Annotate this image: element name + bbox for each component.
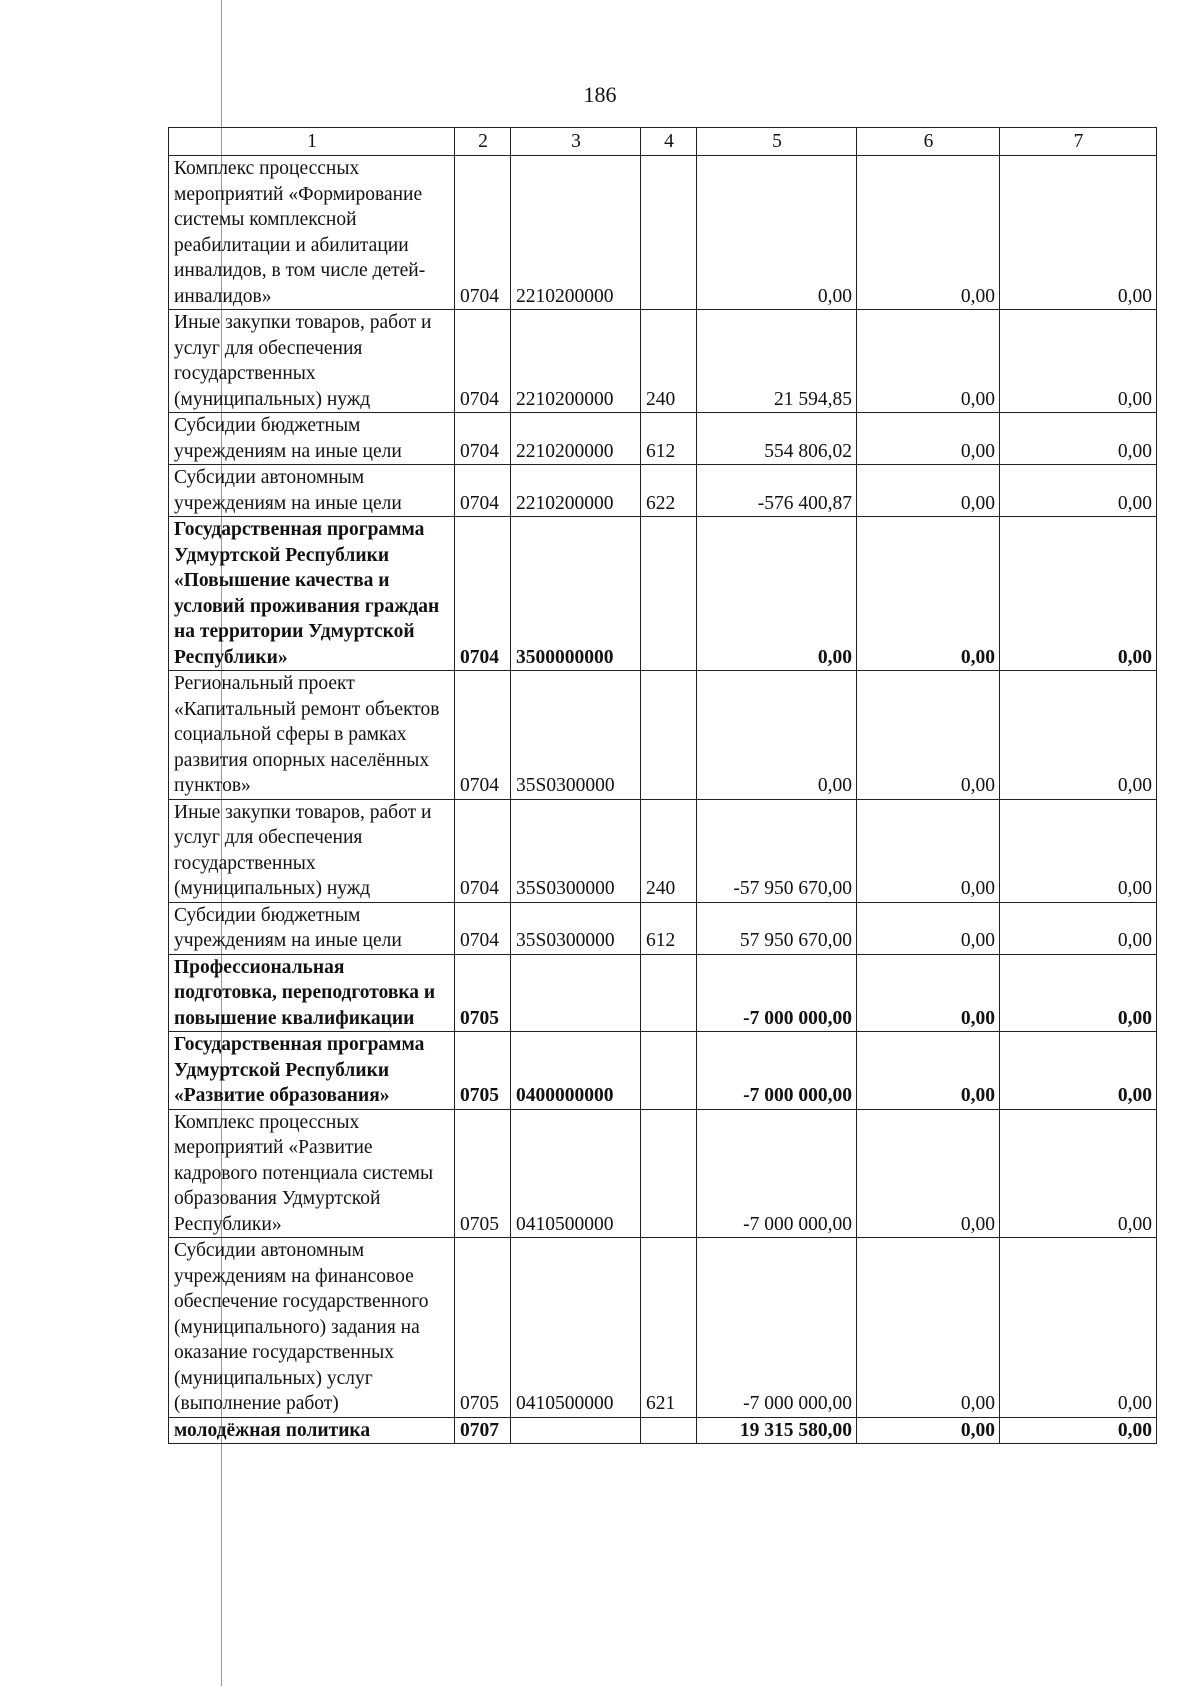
header-cell: 1 [169, 128, 455, 156]
row-value7-cell: 0,00 [1000, 465, 1157, 517]
header-row [169, 128, 1157, 156]
row-value7-cell: 0,00 [1000, 517, 1157, 671]
row-type-cell [641, 671, 697, 800]
row-amount-cell: 0,00 [697, 671, 857, 800]
row-value7-cell: 0,00 [1000, 1109, 1157, 1238]
row-value6-cell: 0,00 [857, 310, 1000, 413]
row-target-cell: 35S0300000 [511, 902, 641, 954]
header-cell: 7 [1000, 128, 1157, 156]
row-type-cell: 240 [641, 799, 697, 902]
table-row [169, 1109, 1157, 1238]
table-row [169, 902, 1157, 954]
header-cell: 6 [857, 128, 1000, 156]
table-row [169, 310, 1157, 413]
row-value6-cell: 0,00 [857, 465, 1000, 517]
row-section-cell: 0707 [455, 1417, 511, 1444]
row-amount-cell: -7 000 000,00 [697, 1238, 857, 1418]
row-target-cell: 0410500000 [511, 1109, 641, 1238]
row-section-cell: 0704 [455, 413, 511, 465]
row-name-cell: Региональный проект «Капитальный ремонт объектов социальной сферы в рамках развития опорных населённых пунктов» [169, 671, 455, 800]
row-value6-cell: 0,00 [857, 799, 1000, 902]
row-target-cell: 0410500000 [511, 1238, 641, 1418]
row-value6-cell: 0,00 [857, 156, 1000, 310]
row-type-cell [641, 1109, 697, 1238]
row-amount-cell: 0,00 [697, 156, 857, 310]
row-name-cell: Комплекс процессных мероприятий «Развитие кадрового потенциала системы образования Удмуртской Республики» [169, 1109, 455, 1238]
table-row [169, 413, 1157, 465]
header-cell: 5 [697, 128, 857, 156]
row-section-cell: 0704 [455, 902, 511, 954]
row-target-cell [511, 954, 641, 1032]
header-cell: 2 [455, 128, 511, 156]
row-value7-cell: 0,00 [1000, 156, 1157, 310]
row-target-cell: 2210200000 [511, 465, 641, 517]
row-value7-cell: 0,00 [1000, 1032, 1157, 1110]
row-amount-cell: -7 000 000,00 [697, 1109, 857, 1238]
row-target-cell [511, 1417, 641, 1444]
row-section-cell: 0704 [455, 799, 511, 902]
row-value7-cell: 0,00 [1000, 413, 1157, 465]
row-type-cell [641, 156, 697, 310]
row-value6-cell: 0,00 [857, 902, 1000, 954]
row-amount-cell: 57 950 670,00 [697, 902, 857, 954]
row-type-cell: 612 [641, 413, 697, 465]
row-type-cell: 240 [641, 310, 697, 413]
row-amount-cell: 21 594,85 [697, 310, 857, 413]
row-value6-cell: 0,00 [857, 1032, 1000, 1110]
row-section-cell: 0705 [455, 1032, 511, 1110]
row-value6-cell: 0,00 [857, 1109, 1000, 1238]
row-section-cell: 0705 [455, 1238, 511, 1418]
row-value7-cell: 0,00 [1000, 1238, 1157, 1418]
row-target-cell: 0400000000 [511, 1032, 641, 1110]
table-row [169, 517, 1157, 671]
row-value6-cell: 0,00 [857, 1417, 1000, 1444]
row-amount-cell: -576 400,87 [697, 465, 857, 517]
row-name-cell: Государственная программа Удмуртской Республики «Развитие образования» [169, 1032, 455, 1110]
row-section-cell: 0704 [455, 310, 511, 413]
row-section-cell: 0704 [455, 517, 511, 671]
table-row [169, 954, 1157, 1032]
header-cell: 3 [511, 128, 641, 156]
table-row [169, 1032, 1157, 1110]
row-amount-cell: -57 950 670,00 [697, 799, 857, 902]
row-value6-cell: 0,00 [857, 671, 1000, 800]
row-name-cell: Субсидии бюджетным учреждениям на иные цели [169, 902, 455, 954]
row-name-cell: Субсидии бюджетным учреждениям на иные цели [169, 413, 455, 465]
row-section-cell: 0704 [455, 465, 511, 517]
table-row [169, 671, 1157, 800]
header-cell: 4 [641, 128, 697, 156]
page-number: 186 [583, 82, 617, 107]
row-amount-cell: 19 315 580,00 [697, 1417, 857, 1444]
budget-table [168, 127, 1157, 1444]
row-value7-cell: 0,00 [1000, 1417, 1157, 1444]
row-value6-cell: 0,00 [857, 413, 1000, 465]
row-name-cell: Профессиональная подготовка, переподготовка и повышение квалификации [169, 954, 455, 1032]
row-amount-cell: 554 806,02 [697, 413, 857, 465]
row-name-cell: Комплекс процессных мероприятий «Формирование системы комплексной реабилитации и абилитации инвалидов, в том числе детей-инвалидов» [169, 156, 455, 310]
row-amount-cell: -7 000 000,00 [697, 954, 857, 1032]
row-value7-cell: 0,00 [1000, 902, 1157, 954]
row-name-cell: Государственная программа Удмуртской Республики «Повышение качества и условий проживания граждан на территории Удмуртской Республики» [169, 517, 455, 671]
row-target-cell: 3500000000 [511, 517, 641, 671]
table-row [169, 465, 1157, 517]
row-amount-cell: 0,00 [697, 517, 857, 671]
row-value6-cell: 0,00 [857, 954, 1000, 1032]
row-name-cell: Иные закупки товаров, работ и услуг для обеспечения государственных (муниципальных) нужд [169, 310, 455, 413]
row-value6-cell: 0,00 [857, 517, 1000, 671]
row-name-cell: молодёжная политика [169, 1417, 455, 1444]
row-section-cell: 0704 [455, 671, 511, 800]
row-type-cell: 621 [641, 1238, 697, 1418]
row-value7-cell: 0,00 [1000, 310, 1157, 413]
row-section-cell: 0705 [455, 1109, 511, 1238]
row-type-cell [641, 517, 697, 671]
row-value7-cell: 0,00 [1000, 799, 1157, 902]
row-target-cell: 35S0300000 [511, 671, 641, 800]
table-row [169, 1238, 1157, 1418]
row-value6-cell: 0,00 [857, 1238, 1000, 1418]
row-type-cell [641, 1417, 697, 1444]
row-target-cell: 2210200000 [511, 413, 641, 465]
table-row [169, 156, 1157, 310]
row-name-cell: Иные закупки товаров, работ и услуг для обеспечения государственных (муниципальных) нужд [169, 799, 455, 902]
row-value7-cell: 0,00 [1000, 671, 1157, 800]
row-type-cell [641, 1032, 697, 1110]
row-section-cell: 0705 [455, 954, 511, 1032]
row-amount-cell: -7 000 000,00 [697, 1032, 857, 1110]
row-type-cell [641, 954, 697, 1032]
row-target-cell: 2210200000 [511, 310, 641, 413]
row-target-cell: 35S0300000 [511, 799, 641, 902]
row-type-cell: 622 [641, 465, 697, 517]
row-type-cell: 612 [641, 902, 697, 954]
row-value7-cell: 0,00 [1000, 954, 1157, 1032]
row-name-cell: Субсидии автономным учреждениям на иные цели [169, 465, 455, 517]
row-name-cell: Субсидии автономным учреждениям на финансовое обеспечение государственного (муниципального) задания на оказание государственных (муниципальных) услуг (выполнение работ) [169, 1238, 455, 1418]
row-target-cell: 2210200000 [511, 156, 641, 310]
table-row [169, 1417, 1157, 1444]
row-section-cell: 0704 [455, 156, 511, 310]
table-row [169, 799, 1157, 902]
